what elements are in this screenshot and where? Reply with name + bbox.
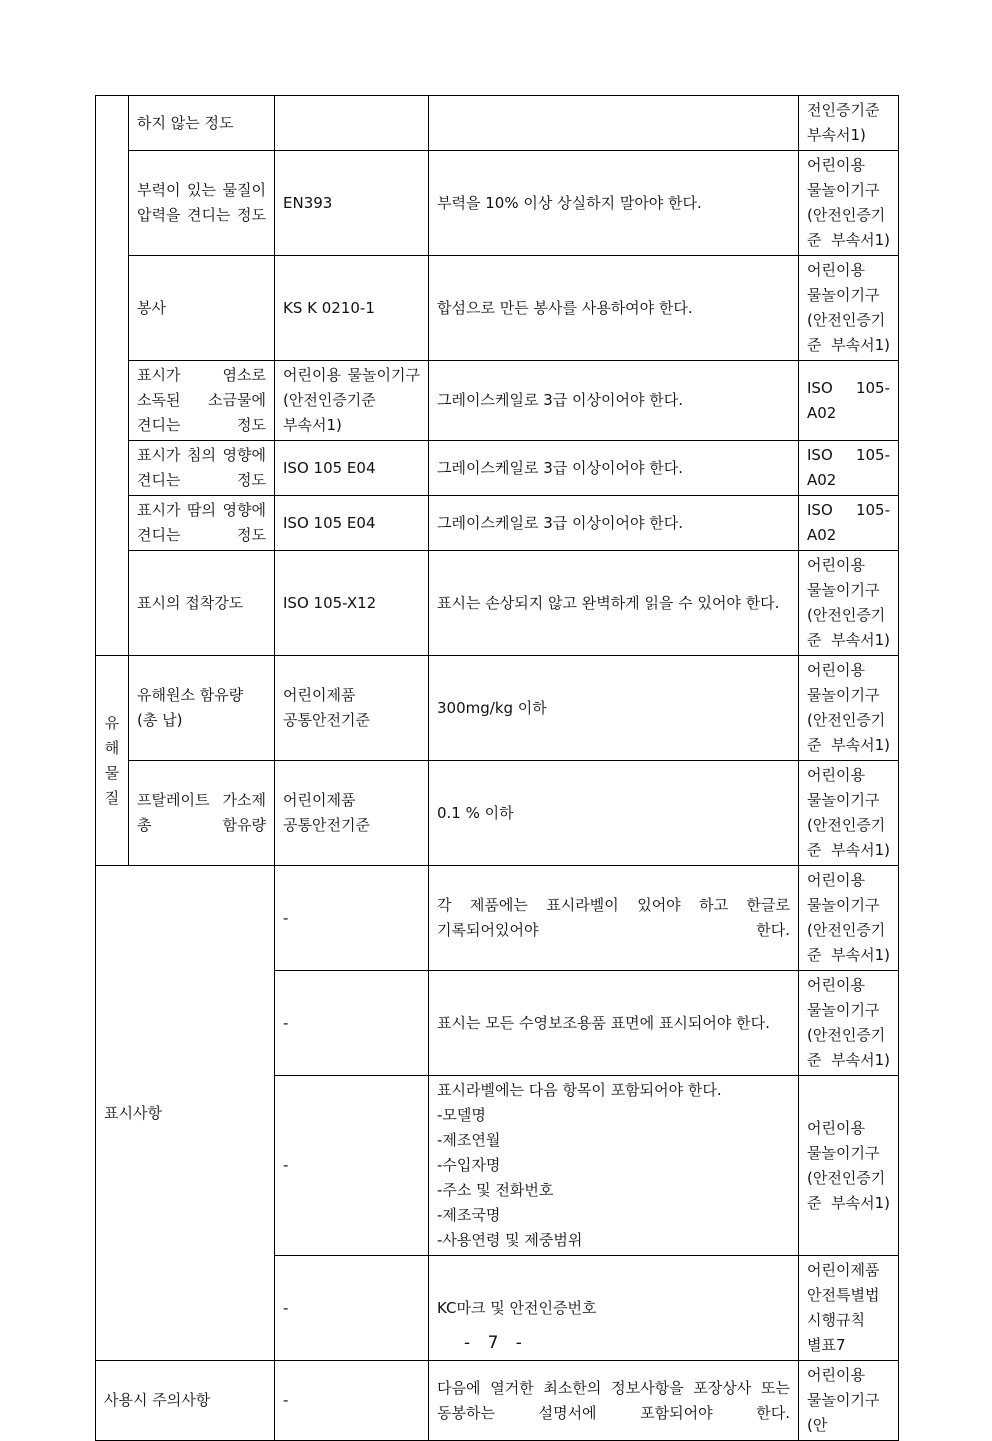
table-row xyxy=(96,866,899,971)
method-cell: - xyxy=(275,866,429,971)
category-char: 물 xyxy=(104,763,120,782)
criterion-cell: KC마크 및 안전인증번호 xyxy=(429,1256,799,1361)
method-cell: KS K 0210-1 xyxy=(275,256,429,361)
reference-cell: ISO 105-A02 xyxy=(799,361,899,441)
item-cell: 봉사 xyxy=(129,256,275,361)
method-cell: - xyxy=(275,1361,429,1441)
table-row xyxy=(96,96,899,151)
method-cell: ISO 105 E04 xyxy=(275,441,429,496)
method-cell: - xyxy=(275,971,429,1076)
item-cell: 표시가 염소로 소독된 소금물에 견디는 정도 xyxy=(129,361,275,441)
method-cell: - xyxy=(275,1256,429,1361)
reference-cell: 어린이용 물놀이기구(안전인증기준 부속서1) xyxy=(799,1076,899,1256)
item-cell: 프탈레이트 가소제 총 함유량 xyxy=(129,761,275,866)
criterion-cell: 표시는 손상되지 않고 완벽하게 읽을 수 있어야 한다. xyxy=(429,551,799,656)
criterion-cell: 300mg/kg 이하 xyxy=(429,656,799,761)
table-row xyxy=(96,551,899,656)
criterion-cell: 부력을 10% 이상 상실하지 말아야 한다. xyxy=(429,151,799,256)
standards-table xyxy=(95,95,899,1441)
category-labeling: 표시사항 xyxy=(96,866,275,1361)
item-cell: 표시의 접착강도 xyxy=(129,551,275,656)
reference-cell: ISO 105-A02 xyxy=(799,496,899,551)
page-number: - 7 - xyxy=(464,1333,528,1353)
criterion-cell: 각 제품에는 표시라벨이 있어야 하고 한글로 기록되어있어야 한다. xyxy=(429,866,799,971)
item-cell: 표시가 침의 영향에 견디는 정도 xyxy=(129,441,275,496)
category-harmful-substances xyxy=(96,656,129,866)
table-row xyxy=(96,1361,899,1441)
method-cell: 어린이제품 공통안전기준 xyxy=(275,656,429,761)
reference-cell: 어린이용 물놀이기구(안전인증기준 부속서1) xyxy=(799,551,899,656)
method-cell: 어린이제품 공통안전기준 xyxy=(275,761,429,866)
reference-cell: 어린이제품 안전특별법 시행규칙 별표7 xyxy=(799,1256,899,1361)
criterion-cell xyxy=(429,96,799,151)
table-row xyxy=(96,151,899,256)
item-cell: 표시가 땀의 영향에 견디는 정도 xyxy=(129,496,275,551)
method-cell: ISO 105-X12 xyxy=(275,551,429,656)
method-cell: 어린이용 물놀이기구(안전인증기준 부속서1) xyxy=(275,361,429,441)
category-char: 유 xyxy=(104,713,120,732)
reference-cell: 어린이용 물놀이기구(안전인증기준 부속서1) xyxy=(799,761,899,866)
item-cell: 사용시 주의사항 xyxy=(96,1361,275,1441)
reference-cell: ISO 105-A02 xyxy=(799,441,899,496)
reference-cell: 어린이용 물놀이기구(안전인증기준 부속서1) xyxy=(799,971,899,1076)
method-cell: EN393 xyxy=(275,151,429,256)
criterion-cell: 그레이스케일로 3급 이상이어야 한다. xyxy=(429,496,799,551)
item-cell: 하지 않는 정도 xyxy=(129,96,275,151)
criterion-cell: 0.1 % 이하 xyxy=(429,761,799,866)
criterion-cell: 표시라벨에는 다음 항목이 포함되어야 한다. -모델명 -제조연월 -수입자명 -주소 및 전화번호 -제조국명 -사용연령 및 제중범위 xyxy=(429,1076,799,1256)
reference-cell: 어린이용 물놀이기구(안 xyxy=(799,1361,899,1441)
method-cell xyxy=(275,96,429,151)
item-cell: 부력이 있는 물질이 압력을 견디는 정도 xyxy=(129,151,275,256)
reference-cell: 어린이용 물놀이기구(안전인증기준 부속서1) xyxy=(799,256,899,361)
criterion-cell: 그레이스케일로 3급 이상이어야 한다. xyxy=(429,361,799,441)
criterion-cell: 다음에 열거한 최소한의 정보사항을 포장상사 또는 동봉하는 설명서에 포함되어야 한다. xyxy=(429,1361,799,1441)
reference-cell: 어린이용 물놀이기구(안전인증기준 부속서1) xyxy=(799,151,899,256)
category-char: 해 xyxy=(104,738,120,757)
category-cell-blank xyxy=(96,96,129,656)
category-char: 질 xyxy=(104,788,120,807)
criterion-cell: 표시는 모든 수영보조용품 표면에 표시되어야 한다. xyxy=(429,971,799,1076)
item-cell: 유해원소 함유량 (총 납) xyxy=(129,656,275,761)
criterion-cell: 합섬으로 만든 봉사를 사용하여야 한다. xyxy=(429,256,799,361)
method-cell: ISO 105 E04 xyxy=(275,496,429,551)
table-row xyxy=(96,761,899,866)
reference-cell: 어린이용 물놀이기구(안전인증기준 부속서1) xyxy=(799,656,899,761)
table-row xyxy=(96,256,899,361)
method-cell: - xyxy=(275,1076,429,1256)
table-row xyxy=(96,361,899,441)
reference-cell: 어린이용 물놀이기구(안전인증기준 부속서1) xyxy=(799,866,899,971)
criterion-cell: 그레이스케일로 3급 이상이어야 한다. xyxy=(429,441,799,496)
reference-cell: 전인증기준 부속서1) xyxy=(799,96,899,151)
table-row xyxy=(96,441,899,496)
table-row xyxy=(96,656,899,761)
table-row xyxy=(96,496,899,551)
